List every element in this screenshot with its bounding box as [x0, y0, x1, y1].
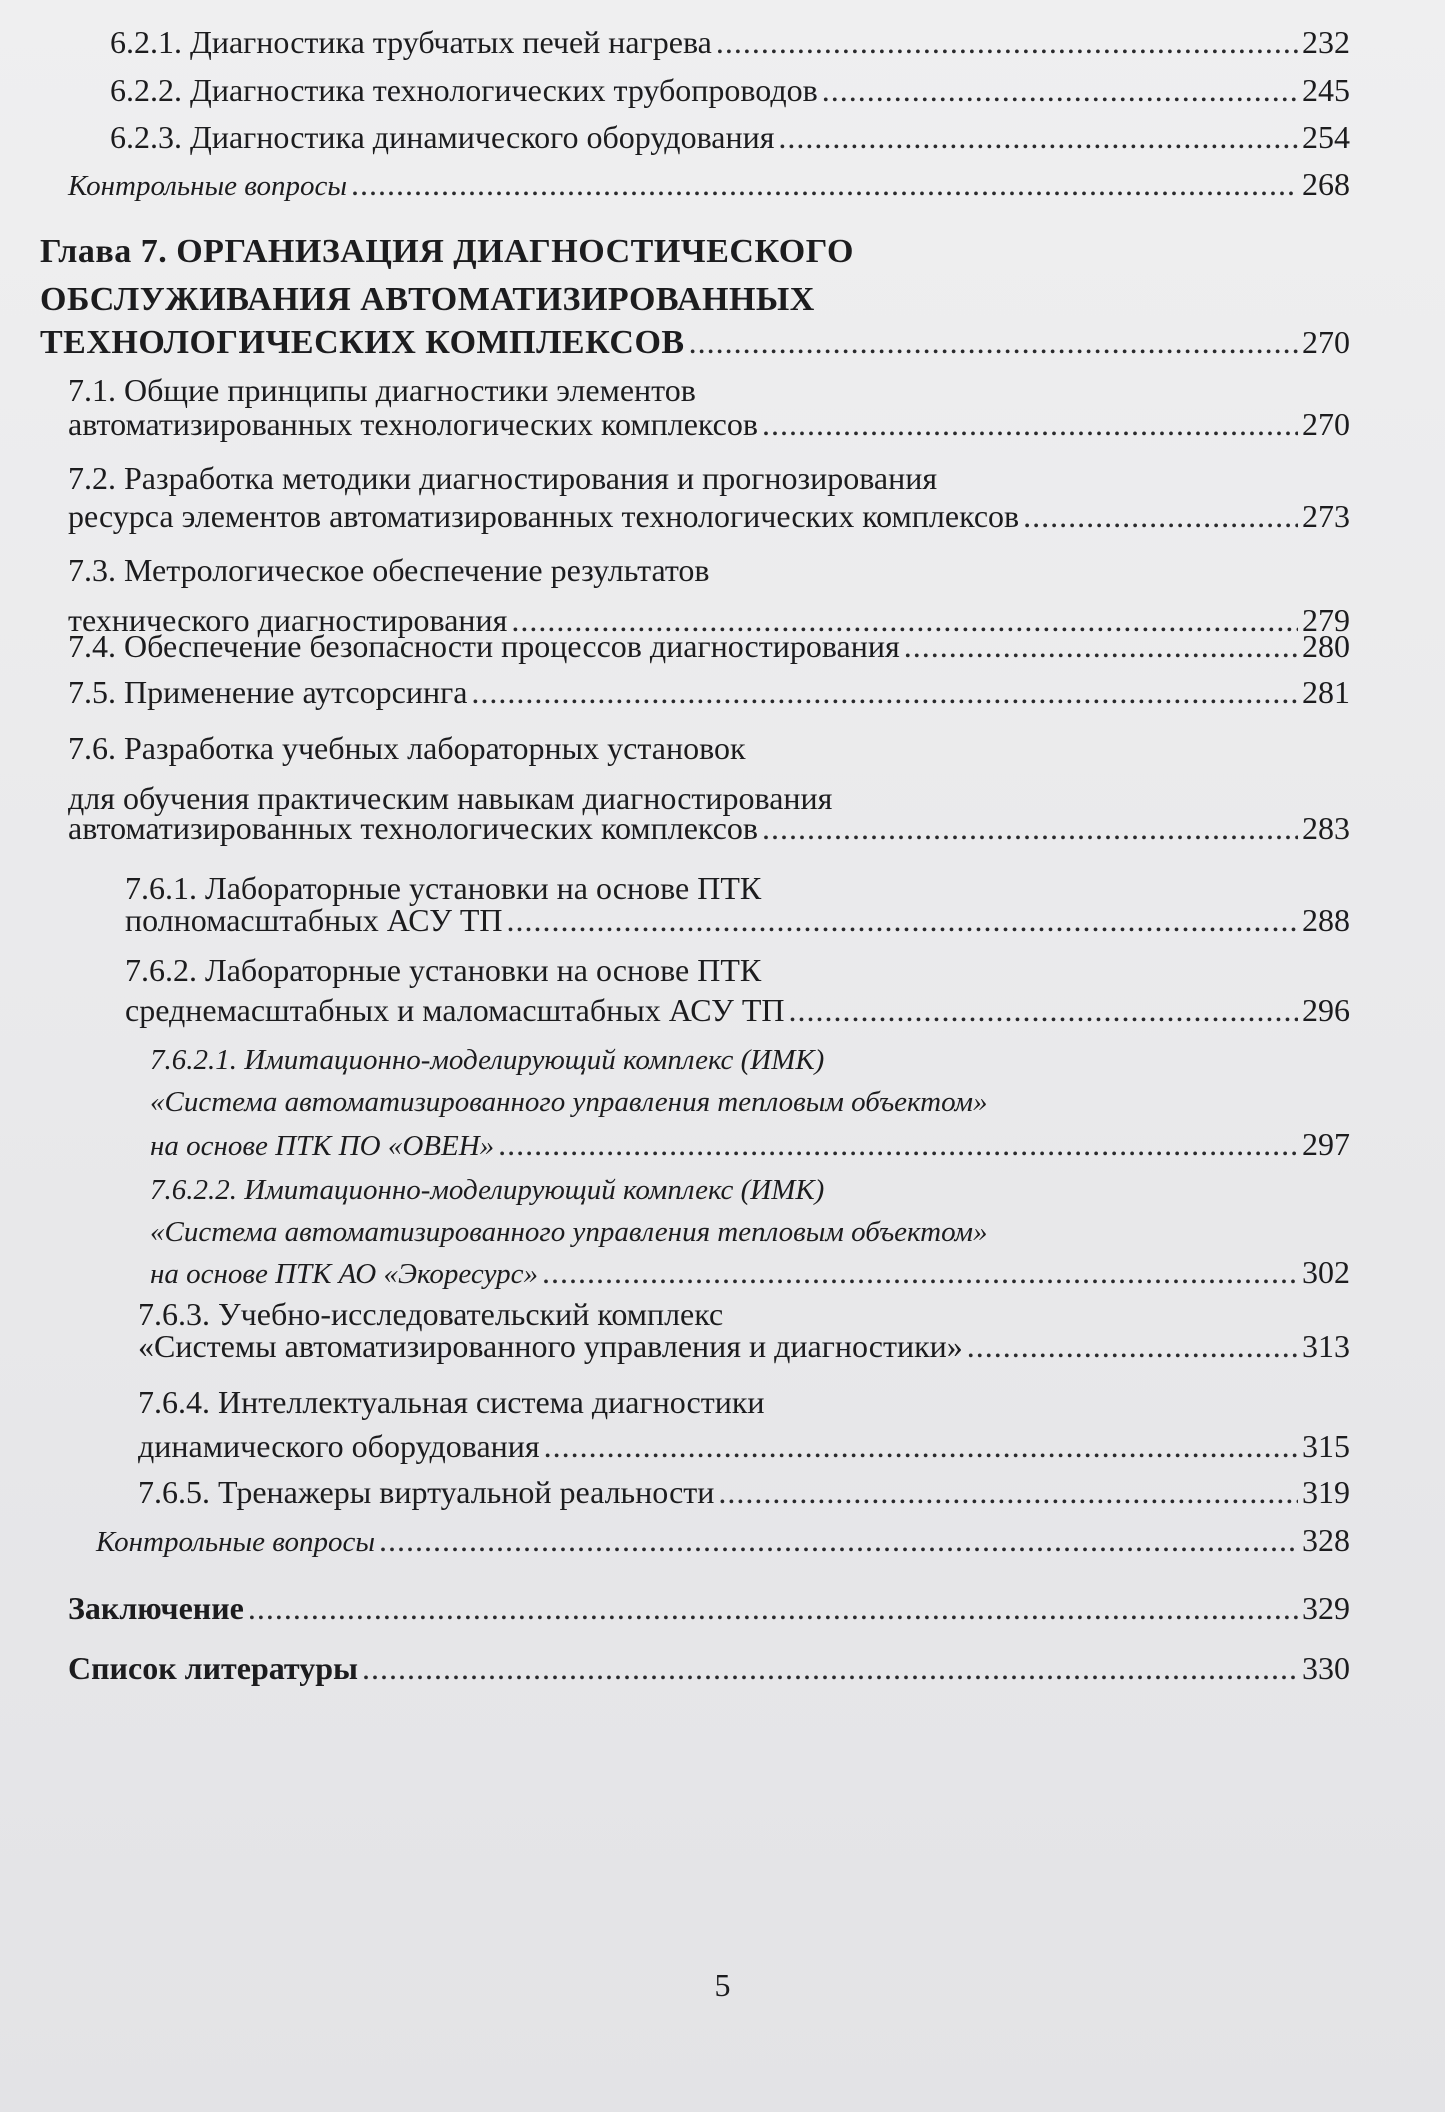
chapter-7-title-line-1: Глава 7. ОРГАНИЗАЦИЯ ДИАГНОСТИЧЕСКОГО [40, 233, 854, 270]
leader-dots [716, 22, 1298, 62]
toc-entry-7-6-2-line-1: 7.6.2. Лабораторные установки на основе ПТК [125, 952, 762, 988]
toc-entry-label: автоматизированных технологических комплексов [68, 810, 758, 846]
toc-entry-7-6-1-line-1: 7.6.1. Лабораторные установки на основе ПТК [125, 870, 762, 906]
toc-entry-6-2-1 [110, 22, 1350, 62]
leader-dots [507, 900, 1299, 940]
toc-entry-7-6-2 [125, 990, 1350, 1030]
toc-page-number: 281 [1302, 674, 1350, 710]
leader-dots [967, 1326, 1298, 1366]
toc-entry-7-6-line-2: для обучения практическим навыкам диагностирования [68, 780, 833, 816]
leader-dots [788, 990, 1298, 1030]
toc-entry-control-questions-7 [96, 1520, 1350, 1560]
leader-dots [778, 117, 1298, 157]
toc-entry-7-3-line-1: 7.3. Метрологическое обеспечение результатов [68, 552, 710, 588]
leader-dots [689, 322, 1298, 362]
toc-entry-7-6-2-2 [150, 1252, 1350, 1292]
chapter-7-title-line-2: ОБСЛУЖИВАНИЯ АВТОМАТИЗИРОВАННЫХ [40, 281, 815, 318]
leader-dots [762, 808, 1298, 848]
leader-dots [362, 1648, 1298, 1688]
toc-page-number: 270 [1302, 324, 1350, 360]
toc-page-number: 319 [1302, 1474, 1350, 1510]
toc-entry-7-6-2-1-line-2: «Система автоматизированного управления тепловым объектом» [150, 1086, 988, 1118]
toc-entry-7-6-3 [138, 1326, 1350, 1366]
toc-entry-6-2-2 [110, 70, 1350, 110]
toc-page-number: 313 [1302, 1328, 1350, 1364]
toc-page-number: 328 [1302, 1522, 1350, 1558]
toc-entry-label: Контрольные вопросы [68, 170, 347, 202]
leader-dots [379, 1520, 1298, 1560]
toc-entry-label: автоматизированных технологических комплексов [68, 406, 758, 442]
toc-entry-control-questions-6 [68, 164, 1350, 204]
toc-entry-label: на основе ПТК АО «Экоресурс» [150, 1258, 538, 1290]
toc-entry-label: на основе ПТК ПО «ОВЕН» [150, 1130, 495, 1162]
chapter-7-title-line-3: ТЕХНОЛОГИЧЕСКИХ КОМПЛЕКСОВ [40, 324, 685, 361]
toc-entry-label: Контрольные вопросы [96, 1526, 375, 1558]
toc-page-number: 232 [1302, 24, 1350, 60]
toc-entry-label: Заключение [68, 1590, 244, 1626]
toc-entry-7-6-3-line-1: 7.6.3. Учебно-исследовательский комплекс [138, 1296, 724, 1332]
leader-dots [542, 1252, 1298, 1292]
leader-dots [471, 672, 1298, 712]
toc-page-number: 268 [1302, 166, 1350, 202]
toc-entry-label: 7.6.5. Тренажеры виртуальной реальности [138, 1474, 715, 1510]
toc-entry-conclusion [68, 1588, 1350, 1628]
toc-entry-label: среднемасштабных и маломасштабных АСУ ТП [125, 992, 785, 1028]
toc-entry-label: 6.2.1. Диагностика трубчатых печей нагрева [110, 24, 712, 60]
leader-dots [498, 1124, 1298, 1164]
toc-entry-label: ресурса элементов автоматизированных технологических комплексов [68, 498, 1020, 534]
leader-dots [822, 70, 1298, 110]
toc-page-number: 270 [1302, 406, 1350, 442]
toc-entry-label: 7.4. Обеспечение безопасности процессов диагностирования [68, 628, 900, 664]
toc-entry-7-6-2-2-line-2: «Система автоматизированного управления тепловым объектом» [150, 1216, 988, 1248]
toc-page-number: 297 [1302, 1126, 1350, 1162]
toc-page-number: 283 [1302, 810, 1350, 846]
toc-entry-7-4 [68, 626, 1350, 666]
toc-page-number: 302 [1302, 1254, 1350, 1290]
toc-page-number: 330 [1302, 1650, 1350, 1686]
toc-entry-7-6 [68, 808, 1350, 848]
toc-entry-label: технического диагностирования [68, 602, 508, 638]
toc-page-number: 245 [1302, 72, 1350, 108]
leader-dots [248, 1588, 1298, 1628]
leader-dots [718, 1472, 1298, 1512]
toc-entry-7-6-2-1-line-1: 7.6.2.1. Имитационно-моделирующий комплекс (ИМК) [150, 1044, 825, 1076]
toc-entry-7-6-4-line-1: 7.6.4. Интеллектуальная система диагностики [138, 1384, 765, 1420]
toc-entry-label: Список литературы [68, 1650, 358, 1686]
toc-page-number: 279 [1302, 602, 1350, 638]
toc-page-number: 280 [1302, 628, 1350, 664]
toc-entry-references [68, 1648, 1350, 1688]
toc-page-number: 254 [1302, 119, 1350, 155]
toc-entry-label: 7.5. Применение аутсорсинга [68, 674, 468, 710]
toc-entry-7-1-line-1: 7.1. Общие принципы диагностики элементов [68, 372, 696, 408]
toc-entry-7-6-2-1 [150, 1124, 1350, 1164]
toc-page-number: 273 [1302, 498, 1350, 534]
toc-entry-label: полномасштабных АСУ ТП [125, 902, 503, 938]
toc-entry-chapter-7 [40, 322, 1350, 362]
toc-page-number: 329 [1302, 1590, 1350, 1626]
toc-entry-label: 6.2.3. Диагностика динамического оборудования [110, 119, 775, 155]
leader-dots [351, 164, 1298, 204]
toc-entry-7-2-line-1: 7.2. Разработка методики диагностирования и прогнозирования [68, 460, 938, 496]
toc-entry-7-6-4 [138, 1426, 1350, 1466]
toc-entry-6-2-3 [110, 117, 1350, 157]
toc-entry-label: динамического оборудования [138, 1428, 540, 1464]
toc-entry-7-6-line-1: 7.6. Разработка учебных лабораторных установок [68, 730, 746, 766]
toc-entry-label: «Системы автоматизированного управления и диагностики» [138, 1328, 963, 1364]
leader-dots [544, 1426, 1298, 1466]
toc-page-number: 315 [1302, 1428, 1350, 1464]
toc-entry-7-1 [68, 404, 1350, 444]
toc-entry-7-6-2-2-line-1: 7.6.2.2. Имитационно-моделирующий комплекс (ИМК) [150, 1174, 825, 1206]
toc-entry-7-6-5 [138, 1472, 1350, 1512]
leader-dots [762, 404, 1298, 444]
toc-page-number: 288 [1302, 902, 1350, 938]
toc-entry-7-2 [68, 496, 1350, 536]
toc-entry-7-6-1 [125, 900, 1350, 940]
leader-dots [1023, 496, 1298, 536]
toc-entry-label: 6.2.2. Диагностика технологических трубопроводов [110, 72, 818, 108]
leader-dots [904, 626, 1298, 666]
page-number: 5 [714, 1967, 731, 2003]
toc-page-number: 296 [1302, 992, 1350, 1028]
toc-entry-7-5 [68, 672, 1350, 712]
